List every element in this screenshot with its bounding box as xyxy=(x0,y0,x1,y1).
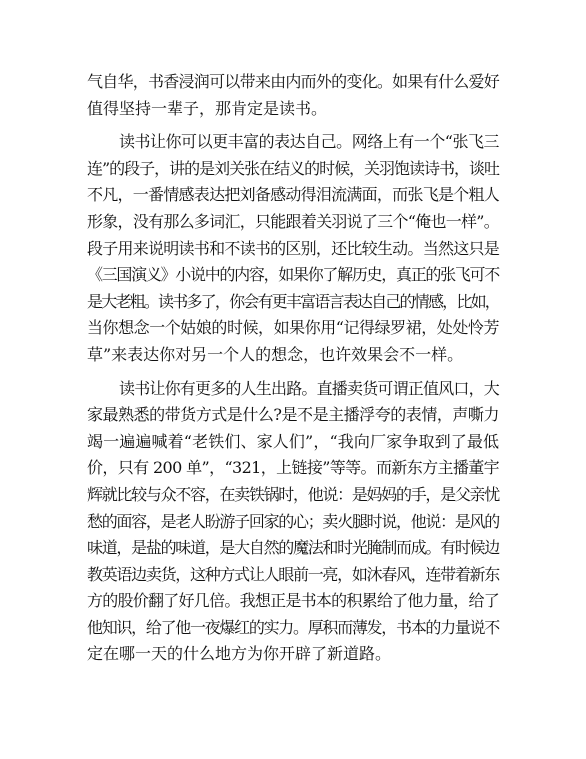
text-line: 形象，没有那么多词汇，只能跟着关羽说了三个“俺也一样”。 xyxy=(87,211,499,231)
text-line: 当你想念一个姑娘的时候，如果你用“记得绿罗裙，处处怜芳 xyxy=(87,318,499,338)
text-line: 连”的段子，讲的是刘关张在结义的时候，关羽饱读诗书，谈吐 xyxy=(87,158,499,178)
text-line: 味道，是盐的味道，是大自然的魔法和时光腌制而成。有时候边 xyxy=(87,538,499,558)
text-line: 辉就比较与众不容，在卖铁锅时，他说：是妈妈的手，是父亲忧 xyxy=(87,484,499,504)
text-line: 读书让你有更多的人生出路。直播卖货可谓正值风口，大 xyxy=(119,378,499,398)
text-line: 值得坚持一辈子，那肯定是读书。 xyxy=(87,98,328,118)
text-line: 气自华，书香浸润可以带来由内而外的变化。如果有什么爱好 xyxy=(87,72,499,91)
text-line: 愁的面容，是老人盼游子回家的心；卖火腿时说，他说：是风的 xyxy=(87,511,499,531)
text-line: 方的股价翻了好几倍。我想正是书本的积累给了他力量，给了 xyxy=(87,591,499,611)
paragraph-3 xyxy=(87,376,499,669)
text-line: 不凡，一番情感表达把刘备感动得泪流满面，而张飞是个粗人 xyxy=(87,185,499,205)
text-line: 他知识，给了他一夜爆红的实力。厚积而薄发，书本的力量说不 xyxy=(87,617,499,637)
paragraph-2 xyxy=(87,129,499,368)
paragraph-1 xyxy=(87,69,499,122)
text-line: 《三国演义》小说中的内容，如果你了解历史，真正的张飞可不 xyxy=(87,265,499,285)
text-line: 定在哪一天的什么地方为你开辟了新道路。 xyxy=(87,644,392,664)
text-line: 草”来表达你对另一个人的想念，也许效果会不一样。 xyxy=(87,344,464,364)
text-line: 是大老粗。读书多了，你会有更丰富语言表达自己的情感，比如， xyxy=(87,291,499,311)
text-line: 读书让你可以更丰富的表达自己。网络上有一个“张飞三 xyxy=(119,132,499,152)
article-body xyxy=(87,69,499,668)
text-line: 教英语边卖货，这种方式让人眼前一亮，如沐春风，连带着新东 xyxy=(87,564,499,584)
text-line: 家最熟悉的带货方式是什么?是不是主播浮夸的表情，声嘶力 xyxy=(87,405,499,425)
text-line: 竭一遍遍喊着“老铁们、家人们”，“我向厂家争取到了最低 xyxy=(87,431,499,451)
text-line: 价，只有 200 单”，“321，上链接”等等。而新东方主播董宇 xyxy=(87,458,499,478)
text-line: 段子用来说明读书和不读书的区别，还比较生动。当然这只是 xyxy=(87,238,499,258)
